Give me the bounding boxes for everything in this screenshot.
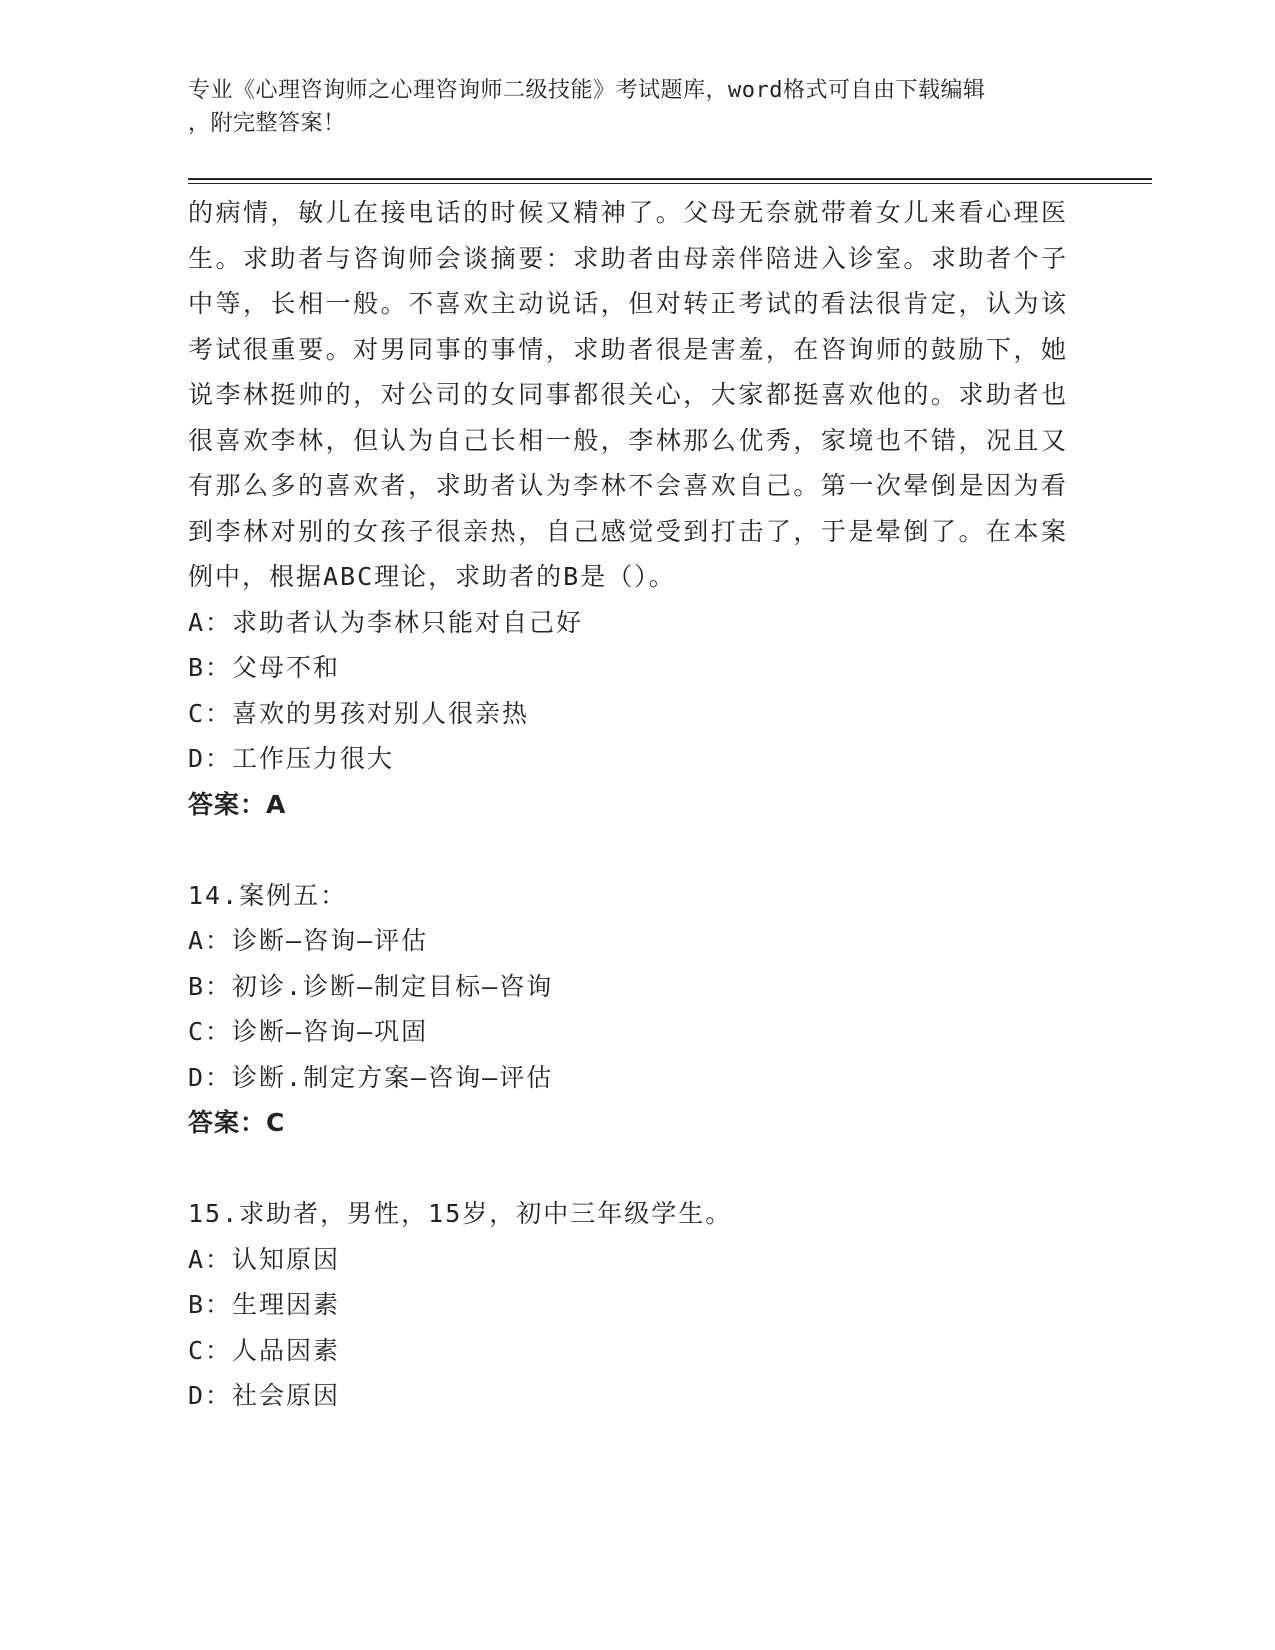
- question-13-option-b: B：父母不和: [188, 653, 341, 682]
- question-13-stem: 的病情，敏儿在接电话的时候又精神了。父母无奈就带着女儿来看心理医生。求助者与咨询师会谈摘要：求助者由母亲伴陪进入诊室。求助者个子中等，长相一般。不喜欢主动说话，但对转正考试的看法很肯定，认为该考试很重要。对男同事的事情，求助者很是害羞，在咨询师的鼓励下，她说李林挺帅的，对公司的女同事都很关心，大家都挺喜欢他的。求助者也很喜欢李林，但认为自己长相一般，李林那么优秀，家境也不错，况且又有那么多的喜欢者，求助者认为李林不会喜欢自己。第一次晕倒是因为看到李林对别的女孩子很亲热，自己感觉受到打击了，于是晕倒了。在本案例中，根据ABC理论，求助者的B是（）。: [188, 198, 1068, 591]
- header-line-2: ，附完整答案！: [188, 111, 346, 136]
- question-15-option-d: D：社会原因: [188, 1381, 341, 1410]
- question-15-title: 15.求助者，男性，15岁，初中三年级学生。: [188, 1199, 733, 1228]
- question-13-option-a: A：求助者认为李林只能对自己好: [188, 607, 584, 637]
- header-line-1: 专业《心理咨询师之心理咨询师二级技能》考试题库，word格式可自由下载编辑: [188, 78, 986, 103]
- spacer: [188, 1146, 1068, 1192]
- question-15-option-a: A：认知原因: [188, 1244, 341, 1274]
- document-content: [188, 190, 1068, 1419]
- question-14-option-d: D：诊断.制定方案—咨询—评估: [188, 1062, 554, 1092]
- question-14-title: 14.案例五：: [188, 880, 348, 910]
- header-rule-thin: [188, 183, 1152, 184]
- question-13-option-c: C：喜欢的男孩对别人很亲热: [188, 698, 530, 728]
- document-header: [188, 74, 1068, 140]
- question-14-answer: 答案：C: [188, 1108, 286, 1137]
- question-13-option-d: D：工作压力很大: [188, 744, 395, 773]
- spacer: [188, 827, 1068, 873]
- question-15-option-b: B：生理因素: [188, 1290, 341, 1319]
- question-14-option-c: C：诊断—咨询—巩固: [188, 1017, 429, 1046]
- header-rule-thick: [188, 178, 1152, 180]
- question-14-option-a: A：诊断—咨询—评估: [188, 926, 429, 955]
- question-13-answer: 答案：A: [188, 789, 287, 819]
- question-14-option-b: B：初诊.诊断—制定目标—咨询: [188, 971, 554, 1001]
- question-15-option-c: C：人品因素: [188, 1335, 341, 1365]
